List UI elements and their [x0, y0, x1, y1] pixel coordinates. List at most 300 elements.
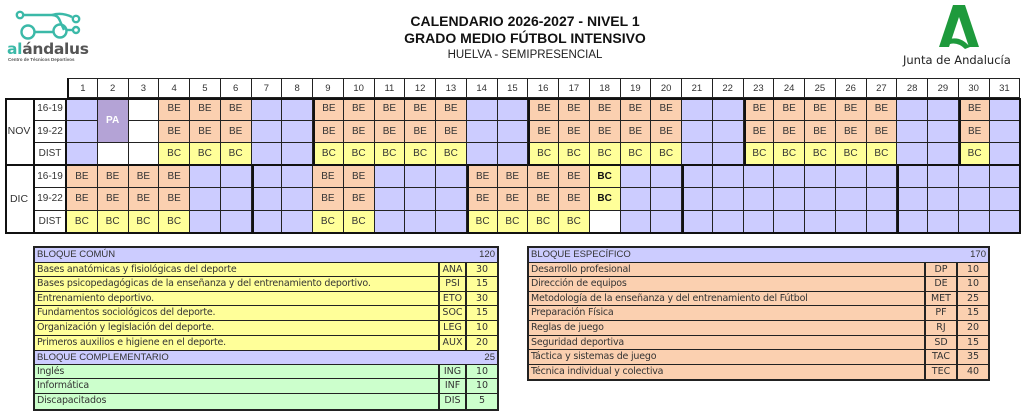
calendar-cell-empty	[621, 188, 652, 211]
calendar-cell-be	[159, 166, 190, 189]
cell-label: BE	[228, 125, 243, 137]
calendar-cell-bc	[805, 143, 836, 166]
calendar-cell-be	[98, 188, 129, 211]
calendar-cell-empty	[405, 211, 436, 234]
calendar-cell-empty	[221, 188, 252, 211]
calendar-cell-empty	[282, 143, 313, 166]
calendar-cell-bc	[590, 188, 621, 211]
day-header: 24	[774, 78, 805, 98]
cell-label: BC	[382, 147, 397, 159]
module-name: Primeros auxilios e higiene en el deporte.	[35, 336, 440, 351]
calendar-cell-be	[313, 188, 344, 211]
calendar-cell-empty	[990, 98, 1021, 121]
module-hours: 10	[966, 278, 980, 290]
calendar-cell-empty	[867, 188, 898, 211]
cell-label: BE	[105, 170, 120, 182]
calendar-cell-empty	[375, 188, 406, 211]
calendar-cell-empty	[805, 188, 836, 211]
calendar-cell-empty	[621, 166, 652, 189]
calendar-cell-bc	[190, 143, 221, 166]
calendar-cell-empty	[713, 143, 744, 166]
cell-label: BC	[197, 147, 212, 159]
calendar-cell-empty	[282, 121, 313, 144]
calendar-cell-be	[344, 188, 375, 211]
calendar-cell-be	[528, 121, 559, 144]
day-header: 27	[867, 78, 898, 98]
calendar-cell-be	[344, 166, 375, 189]
calendar-cell-bc	[344, 211, 375, 234]
calendar-cell-empty	[774, 166, 805, 189]
calendar-cell-be	[836, 98, 867, 121]
module-hours: 30	[475, 292, 489, 304]
cell-label: BC	[659, 147, 674, 159]
cell-label: BE	[567, 170, 581, 182]
cell-label: BE	[843, 103, 858, 115]
cell-label: BE	[505, 193, 520, 205]
cell-label: BE	[567, 103, 581, 115]
calendar-cell-bc	[559, 143, 590, 166]
module-row	[35, 379, 497, 394]
bloque-comun-table	[33, 246, 499, 411]
calendar-cell-empty	[98, 143, 129, 166]
calendar-cell-empty	[375, 166, 406, 189]
calendar-cell-be	[436, 98, 467, 121]
day-header: 31	[990, 78, 1021, 98]
calendar-cell-be	[528, 166, 559, 189]
junta-caption: Junta de Andalucía	[903, 53, 1011, 67]
cell-label: BE	[782, 125, 796, 137]
calendar-cell-empty	[774, 188, 805, 211]
bloque-complementario-header: BLOQUE COMPLEMENTARIO 25	[37, 352, 495, 364]
cell-label: BC	[566, 215, 581, 227]
day-header: 22	[713, 78, 744, 98]
module-name: Seguridad deportiva	[529, 336, 926, 350]
calendar-cell-empty	[990, 121, 1021, 144]
cell-label: BC	[628, 147, 643, 159]
calendar-cell-empty	[897, 188, 928, 211]
cell-label: BE	[105, 193, 120, 205]
calendar-cell-bc	[528, 143, 559, 166]
module-hours: 15	[475, 307, 489, 319]
page-title	[350, 13, 700, 63]
cell-label: BC	[812, 147, 827, 159]
cell-label: BE	[136, 193, 151, 205]
day-header: 18	[590, 78, 621, 98]
cell-label: BE	[874, 125, 889, 137]
cell-label: BC	[782, 147, 797, 159]
module-code: SD	[926, 336, 958, 350]
module-code: ING	[440, 365, 467, 379]
calendar-cell-bc	[621, 143, 652, 166]
module-row	[529, 350, 988, 365]
calendar-cell-empty	[190, 211, 221, 234]
day-header: 7	[252, 78, 283, 98]
alandalus-logo	[6, 2, 92, 62]
module-row	[35, 321, 497, 336]
module-hours: 20	[966, 321, 980, 333]
day-header: 25	[805, 78, 836, 98]
module-name: Entrenamiento deportivo.	[35, 292, 440, 306]
calendar-cell-empty	[498, 143, 529, 166]
calendar-cell-be	[129, 188, 160, 211]
cell-label: BE	[198, 125, 212, 137]
calendar-cell-bc	[405, 143, 436, 166]
calendar-cell-bc	[159, 211, 190, 234]
cell-label: BE	[228, 103, 243, 115]
module-hours: 15	[966, 336, 980, 348]
module-hours: 25	[966, 292, 980, 304]
module-name: Táctica y sistemas de juego	[529, 350, 926, 364]
calendar-cell-empty	[651, 211, 682, 234]
module-name: Inglés	[35, 365, 440, 379]
calendar-cell-be	[836, 121, 867, 144]
calendar-cell-empty	[498, 98, 529, 121]
cell-label: BE	[198, 103, 212, 115]
cell-label: BC	[443, 147, 458, 159]
calendar-cell-be	[313, 166, 344, 189]
network-nodes-icon	[10, 4, 90, 42]
cell-label: BE	[444, 125, 458, 137]
module-row	[529, 321, 988, 336]
calendar-cell-be	[774, 98, 805, 121]
calendar-cell-bc	[159, 143, 190, 166]
module-row	[35, 263, 497, 278]
module-row	[529, 365, 988, 380]
cell-label: BE	[874, 103, 889, 115]
calendar-cell-bc	[590, 166, 621, 189]
calendar-cell-empty	[928, 188, 959, 211]
calendar-cell-empty	[282, 188, 313, 211]
module-name: Discapacitados	[35, 394, 440, 409]
calendar-cell-empty	[221, 211, 252, 234]
calendar-cell-empty	[897, 121, 928, 144]
calendar-cell-empty	[682, 143, 713, 166]
calendar-cell-empty	[774, 211, 805, 234]
calendar-cell-be	[651, 98, 682, 121]
day-header: 11	[375, 78, 406, 98]
calendar-cell-be	[405, 98, 436, 121]
cell-label: BE	[444, 103, 458, 115]
cell-label: BC	[566, 147, 581, 159]
calendar-cell-bc	[867, 143, 898, 166]
time-slot-label: 19-22	[35, 121, 67, 144]
day-header: 9	[313, 78, 344, 98]
calendar-cell-empty	[744, 166, 775, 189]
module-hours: 5	[478, 394, 486, 406]
cell-label: BC	[167, 215, 182, 227]
calendar-cell-empty	[836, 188, 867, 211]
calendar-cell-be	[559, 98, 590, 121]
calendar-cell-empty	[252, 166, 283, 189]
module-row	[35, 394, 497, 409]
calendar-cell-bc	[467, 211, 498, 234]
calendar-cell-be	[498, 166, 529, 189]
calendar-cell-empty	[436, 188, 467, 211]
calendar-cell-empty	[190, 188, 221, 211]
time-slot-label: 19-22	[35, 188, 67, 211]
cell-label: BE	[505, 170, 520, 182]
cell-label: BC	[874, 147, 889, 159]
cell-label: BE	[475, 193, 490, 205]
cell-label: BE	[752, 103, 767, 115]
calendar-cell-be	[98, 166, 129, 189]
calendar-cell-be	[805, 121, 836, 144]
cell-label: BE	[536, 170, 550, 182]
cell-label: BE	[843, 125, 858, 137]
cell-label: BC	[167, 147, 182, 159]
calendar-cell-be	[621, 121, 652, 144]
calendar-cell-empty	[713, 188, 744, 211]
calendar-cell-empty	[498, 121, 529, 144]
cell-label: BC	[597, 193, 612, 205]
calendar-cell-be	[559, 188, 590, 211]
module-row	[35, 365, 497, 380]
cell-label: BE	[597, 125, 612, 137]
cell-label: BE	[597, 103, 612, 115]
day-header: 2	[98, 78, 129, 98]
module-row	[35, 306, 497, 321]
cell-label: BC	[320, 215, 335, 227]
cell-label: BE	[321, 193, 335, 205]
calendar-cell-be	[528, 188, 559, 211]
cell-label: BE	[537, 125, 551, 137]
calendar-cell-empty	[282, 98, 313, 121]
module-hours: 15	[475, 278, 489, 290]
day-header: 1	[67, 78, 98, 98]
calendar-cell-empty	[375, 211, 406, 234]
calendar-cell-empty	[990, 211, 1021, 234]
module-hours: 35	[966, 351, 980, 363]
cell-label: BE	[813, 125, 827, 137]
calendar-cell-be	[344, 98, 375, 121]
calendar-cell-empty	[282, 166, 313, 189]
cell-label: BE	[752, 125, 767, 137]
cell-label: BE	[567, 193, 581, 205]
module-row	[529, 306, 988, 321]
calendar-cell-empty	[252, 143, 283, 166]
calendar-cell-empty	[805, 166, 836, 189]
calendar-cell-empty	[928, 143, 959, 166]
calendar-cell-empty	[67, 143, 98, 166]
calendar-cell-empty	[405, 166, 436, 189]
module-hours: 20	[475, 336, 489, 348]
calendar-cell-empty	[621, 211, 652, 234]
module-code: MET	[926, 292, 958, 306]
calendar-cell-empty	[713, 98, 744, 121]
calendar-cell-empty	[682, 188, 713, 211]
calendar-cell-empty	[67, 98, 98, 121]
calendar-cell-empty	[129, 143, 160, 166]
calendar-cell-be	[129, 166, 160, 189]
calendar-cell-be	[651, 121, 682, 144]
module-name: Dirección de equipos	[529, 277, 926, 291]
day-header: 23	[744, 78, 775, 98]
calendar-cell-empty	[928, 98, 959, 121]
module-hours: 40	[966, 365, 980, 377]
calendar-cell-be	[959, 98, 990, 121]
calendar-cell-empty	[990, 166, 1021, 189]
calendar-cell-empty	[897, 98, 928, 121]
module-hours: 15	[966, 307, 980, 319]
cell-label: BE	[413, 103, 427, 115]
cell-label: BE	[382, 125, 397, 137]
calendar-cell-bc	[221, 143, 252, 166]
calendar-cell-empty	[682, 211, 713, 234]
calendar-cell-empty	[651, 166, 682, 189]
bloque-especifico-header: BLOQUE ESPECÍFICO 170	[529, 248, 988, 263]
cell-label: BC	[967, 147, 982, 159]
calendar-cell-be	[159, 121, 190, 144]
calendar-cell-empty	[252, 121, 283, 144]
module-name: Organización y legislación del deporte.	[35, 321, 440, 335]
cell-label: BE	[659, 103, 673, 115]
calendar-cell-be	[744, 98, 775, 121]
calendar-cell-empty	[252, 211, 283, 234]
module-name: Metodología de la enseñanza y del entrenamiento del Fútbol	[529, 292, 926, 306]
calendar-cell-be	[67, 188, 98, 211]
calendar-cell-empty	[897, 211, 928, 234]
calendar-cell-be	[559, 121, 590, 144]
cell-label: BE	[413, 125, 427, 137]
module-code: ANA	[440, 263, 467, 277]
calendar-cell-empty	[928, 166, 959, 189]
calendar-cell-empty	[990, 143, 1021, 166]
day-header: 6	[221, 78, 252, 98]
day-header: 5	[190, 78, 221, 98]
calendar-cell-empty	[959, 188, 990, 211]
calendar-cell-be	[498, 188, 529, 211]
calendar-cell-empty	[744, 211, 775, 234]
calendar-cell-be	[590, 121, 621, 144]
calendar-cell-bc	[651, 143, 682, 166]
cell-label: BE	[351, 170, 366, 182]
module-row	[35, 336, 497, 351]
calendar-cell-be	[867, 121, 898, 144]
cell-label: BC	[74, 215, 89, 227]
day-header: 10	[344, 78, 375, 98]
cell-label: BE	[167, 125, 181, 137]
day-header: 8	[282, 78, 313, 98]
cell-label: BC	[351, 215, 366, 227]
module-hours: 10	[475, 365, 489, 377]
calendar-cell-empty	[897, 166, 928, 189]
calendar-cell-be	[867, 98, 898, 121]
module-name: Reglas de juego	[529, 321, 926, 335]
module-code: ETO	[440, 292, 467, 306]
calendar-cell-empty	[990, 188, 1021, 211]
title-line-2: GRADO MEDIO FÚTBOL INTENSIVO	[404, 30, 646, 46]
calendar-cell-empty	[867, 211, 898, 234]
cell-label: BE	[322, 103, 336, 115]
title-line-3: HUELVA - SEMIPRESENCIAL	[447, 49, 603, 61]
calendar-cell-empty	[836, 211, 867, 234]
cell-label: BE	[75, 170, 89, 182]
day-header: 17	[559, 78, 590, 98]
module-hours: 10	[966, 263, 980, 275]
cell-label: BE	[967, 125, 982, 137]
module-row	[529, 292, 988, 307]
module-hours: 10	[475, 321, 489, 333]
calendar-cell-bc	[559, 211, 590, 234]
cell-label: BC	[228, 147, 243, 159]
module-code: TAC	[926, 350, 958, 364]
calendar-cell-be	[313, 121, 344, 144]
calendar-cell-empty	[436, 166, 467, 189]
calendar-cell-bc	[744, 143, 775, 166]
calendar-cell-bc	[436, 143, 467, 166]
calendar-cell-bc	[129, 211, 160, 234]
module-code: AUX	[440, 336, 467, 351]
calendar-cell-empty	[221, 166, 252, 189]
calendar-cell-empty	[805, 211, 836, 234]
calendar-cell-bc	[774, 143, 805, 166]
module-code: PF	[926, 306, 958, 320]
module-code: DP	[926, 263, 958, 277]
calendar-cell-be	[159, 188, 190, 211]
calendar-cell-be	[159, 98, 190, 121]
module-name: Bases psicopedagógicas de la enseñanza y del entrenamiento deportivo.	[35, 277, 440, 291]
cell-label: BE	[351, 193, 366, 205]
day-header: 19	[621, 78, 652, 98]
cell-label: BC	[597, 147, 612, 159]
calendar-cell-empty	[713, 211, 744, 234]
cell-label: BE	[351, 125, 366, 137]
calendar-cell-empty	[959, 166, 990, 189]
module-code: DIS	[440, 394, 467, 409]
module-row	[529, 263, 988, 278]
cell-label: BC	[752, 147, 767, 159]
cell-label: BE	[382, 103, 397, 115]
cell-label: BE	[813, 103, 827, 115]
calendar-cell-be	[313, 98, 344, 121]
module-name: Preparación Física	[529, 306, 926, 320]
cell-label: BC	[505, 215, 520, 227]
module-row	[35, 292, 497, 307]
month-label: NOV	[5, 98, 35, 166]
calendar-cell-be	[959, 121, 990, 144]
junta-andalucia-logo	[900, 3, 1024, 69]
alandalus-brand: alándalus	[7, 40, 89, 58]
calendar-cell-be	[467, 188, 498, 211]
day-header: 3	[129, 78, 160, 98]
calendar-cell-be	[436, 121, 467, 144]
calendar-cell-be	[744, 121, 775, 144]
time-slot-label: DIST	[35, 143, 67, 166]
calendar-cell-empty	[651, 188, 682, 211]
cell-label: BC	[597, 170, 612, 182]
cell-label: BE	[536, 193, 550, 205]
calendar-cell-be	[67, 166, 98, 189]
cell-label: BC	[537, 147, 552, 159]
cell-label: BE	[75, 193, 89, 205]
calendar-cell-empty	[682, 121, 713, 144]
module-hours: 10	[475, 380, 489, 392]
calendar-cell-be	[805, 98, 836, 121]
cell-label: BC	[536, 215, 551, 227]
module-code: DE	[926, 277, 958, 291]
module-code: RJ	[926, 321, 958, 335]
day-header: 21	[682, 78, 713, 98]
calendar-cell-be	[405, 121, 436, 144]
calendar-cell-empty	[897, 143, 928, 166]
day-header: 15	[498, 78, 529, 98]
day-header: 20	[651, 78, 682, 98]
month-label: DIC	[5, 166, 35, 234]
module-name: Desarrollo profesional	[529, 263, 926, 277]
calendar-cell-be	[774, 121, 805, 144]
day-header: 28	[897, 78, 928, 98]
day-header: 29	[928, 78, 959, 98]
